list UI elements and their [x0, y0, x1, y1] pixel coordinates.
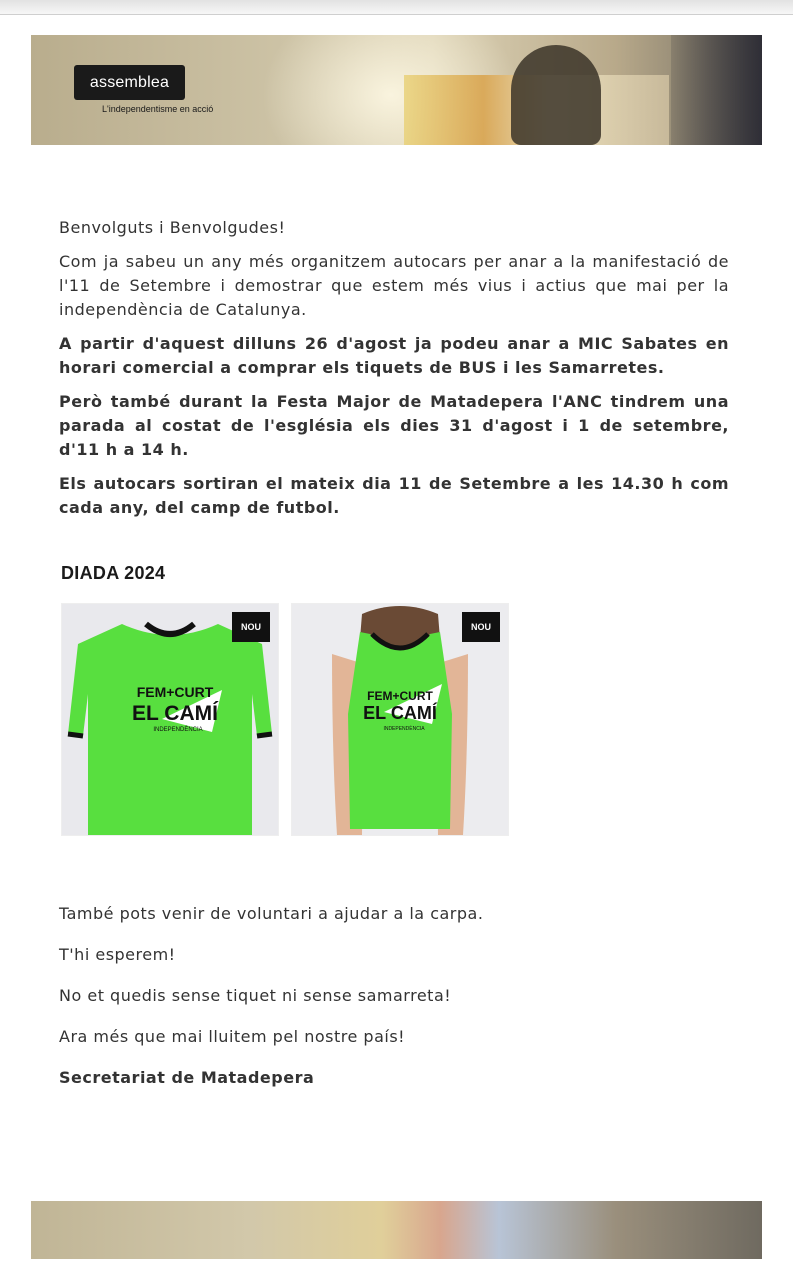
no-stay-text: No et quedis sense tiquet ni sense samarreta! — [59, 986, 452, 1005]
shirt-print-line3: INDEPENDÈNCIA — [153, 727, 203, 733]
shirt-print-line2: EL CAMÍ — [132, 702, 218, 725]
new-badge: NOU — [462, 612, 500, 642]
buses-paragraph: Els autocars sortiran el mateix dia 11 de Setembre a les 14.30 h com cada any, del camp de futbol. — [59, 474, 729, 517]
shirt-print-line1: FEM+CURT — [136, 684, 214, 700]
header-banner — [31, 35, 762, 145]
signature-text: Secretariat de Matadepera — [59, 1068, 315, 1087]
festa-major-paragraph: Però també durant la Festa Major de Matadepera l'ANC tindrem una parada al costat de l'església els dies 31 d'agost i 1 de setembre, d'11 h a 14 h. — [59, 392, 729, 459]
message-body — [59, 216, 729, 530]
tank-print-line3: INDEPENDÈNCIA — [383, 726, 425, 732]
wait-text: T'hi esperem! — [59, 945, 176, 964]
new-badge: NOU — [232, 612, 270, 642]
product-card-tanktop[interactable] — [291, 603, 509, 836]
top-edge-bar — [0, 0, 793, 15]
closing-section — [59, 902, 729, 1107]
tank-print-line1: FEM+CURT — [367, 689, 433, 703]
tank-print-line2: EL CAMÍ — [363, 703, 437, 723]
intro-paragraph: Com ja sabeu un any més organitzem autocars per anar a la manifestació de l'11 de Setembre i demostrar que estem més vius i actius que mai per la independència de Catalunya. — [59, 252, 729, 319]
banner-shadow — [671, 35, 762, 145]
banner-person-image — [511, 45, 601, 145]
footer-banner — [31, 1201, 762, 1259]
fight-text: Ara més que mai lluitem pel nostre país! — [59, 1027, 406, 1046]
volunteer-text: També pots venir de voluntari a ajudar a la carpa. — [59, 904, 484, 923]
greeting-text: Benvolguts i Benvolgudes! — [59, 218, 286, 237]
logo-tagline: L'independentisme en acció — [102, 104, 214, 114]
tickets-paragraph: A partir d'aquest dilluns 26 d'agost ja podeu anar a MIC Sabates en horari comercial a comprar els tiquets de BUS i les Samarretes. — [59, 334, 729, 377]
products-title: DIADA 2024 — [61, 563, 166, 583]
assemblea-logo[interactable]: assemblea — [74, 65, 185, 100]
product-card-tshirt[interactable] — [61, 603, 279, 836]
